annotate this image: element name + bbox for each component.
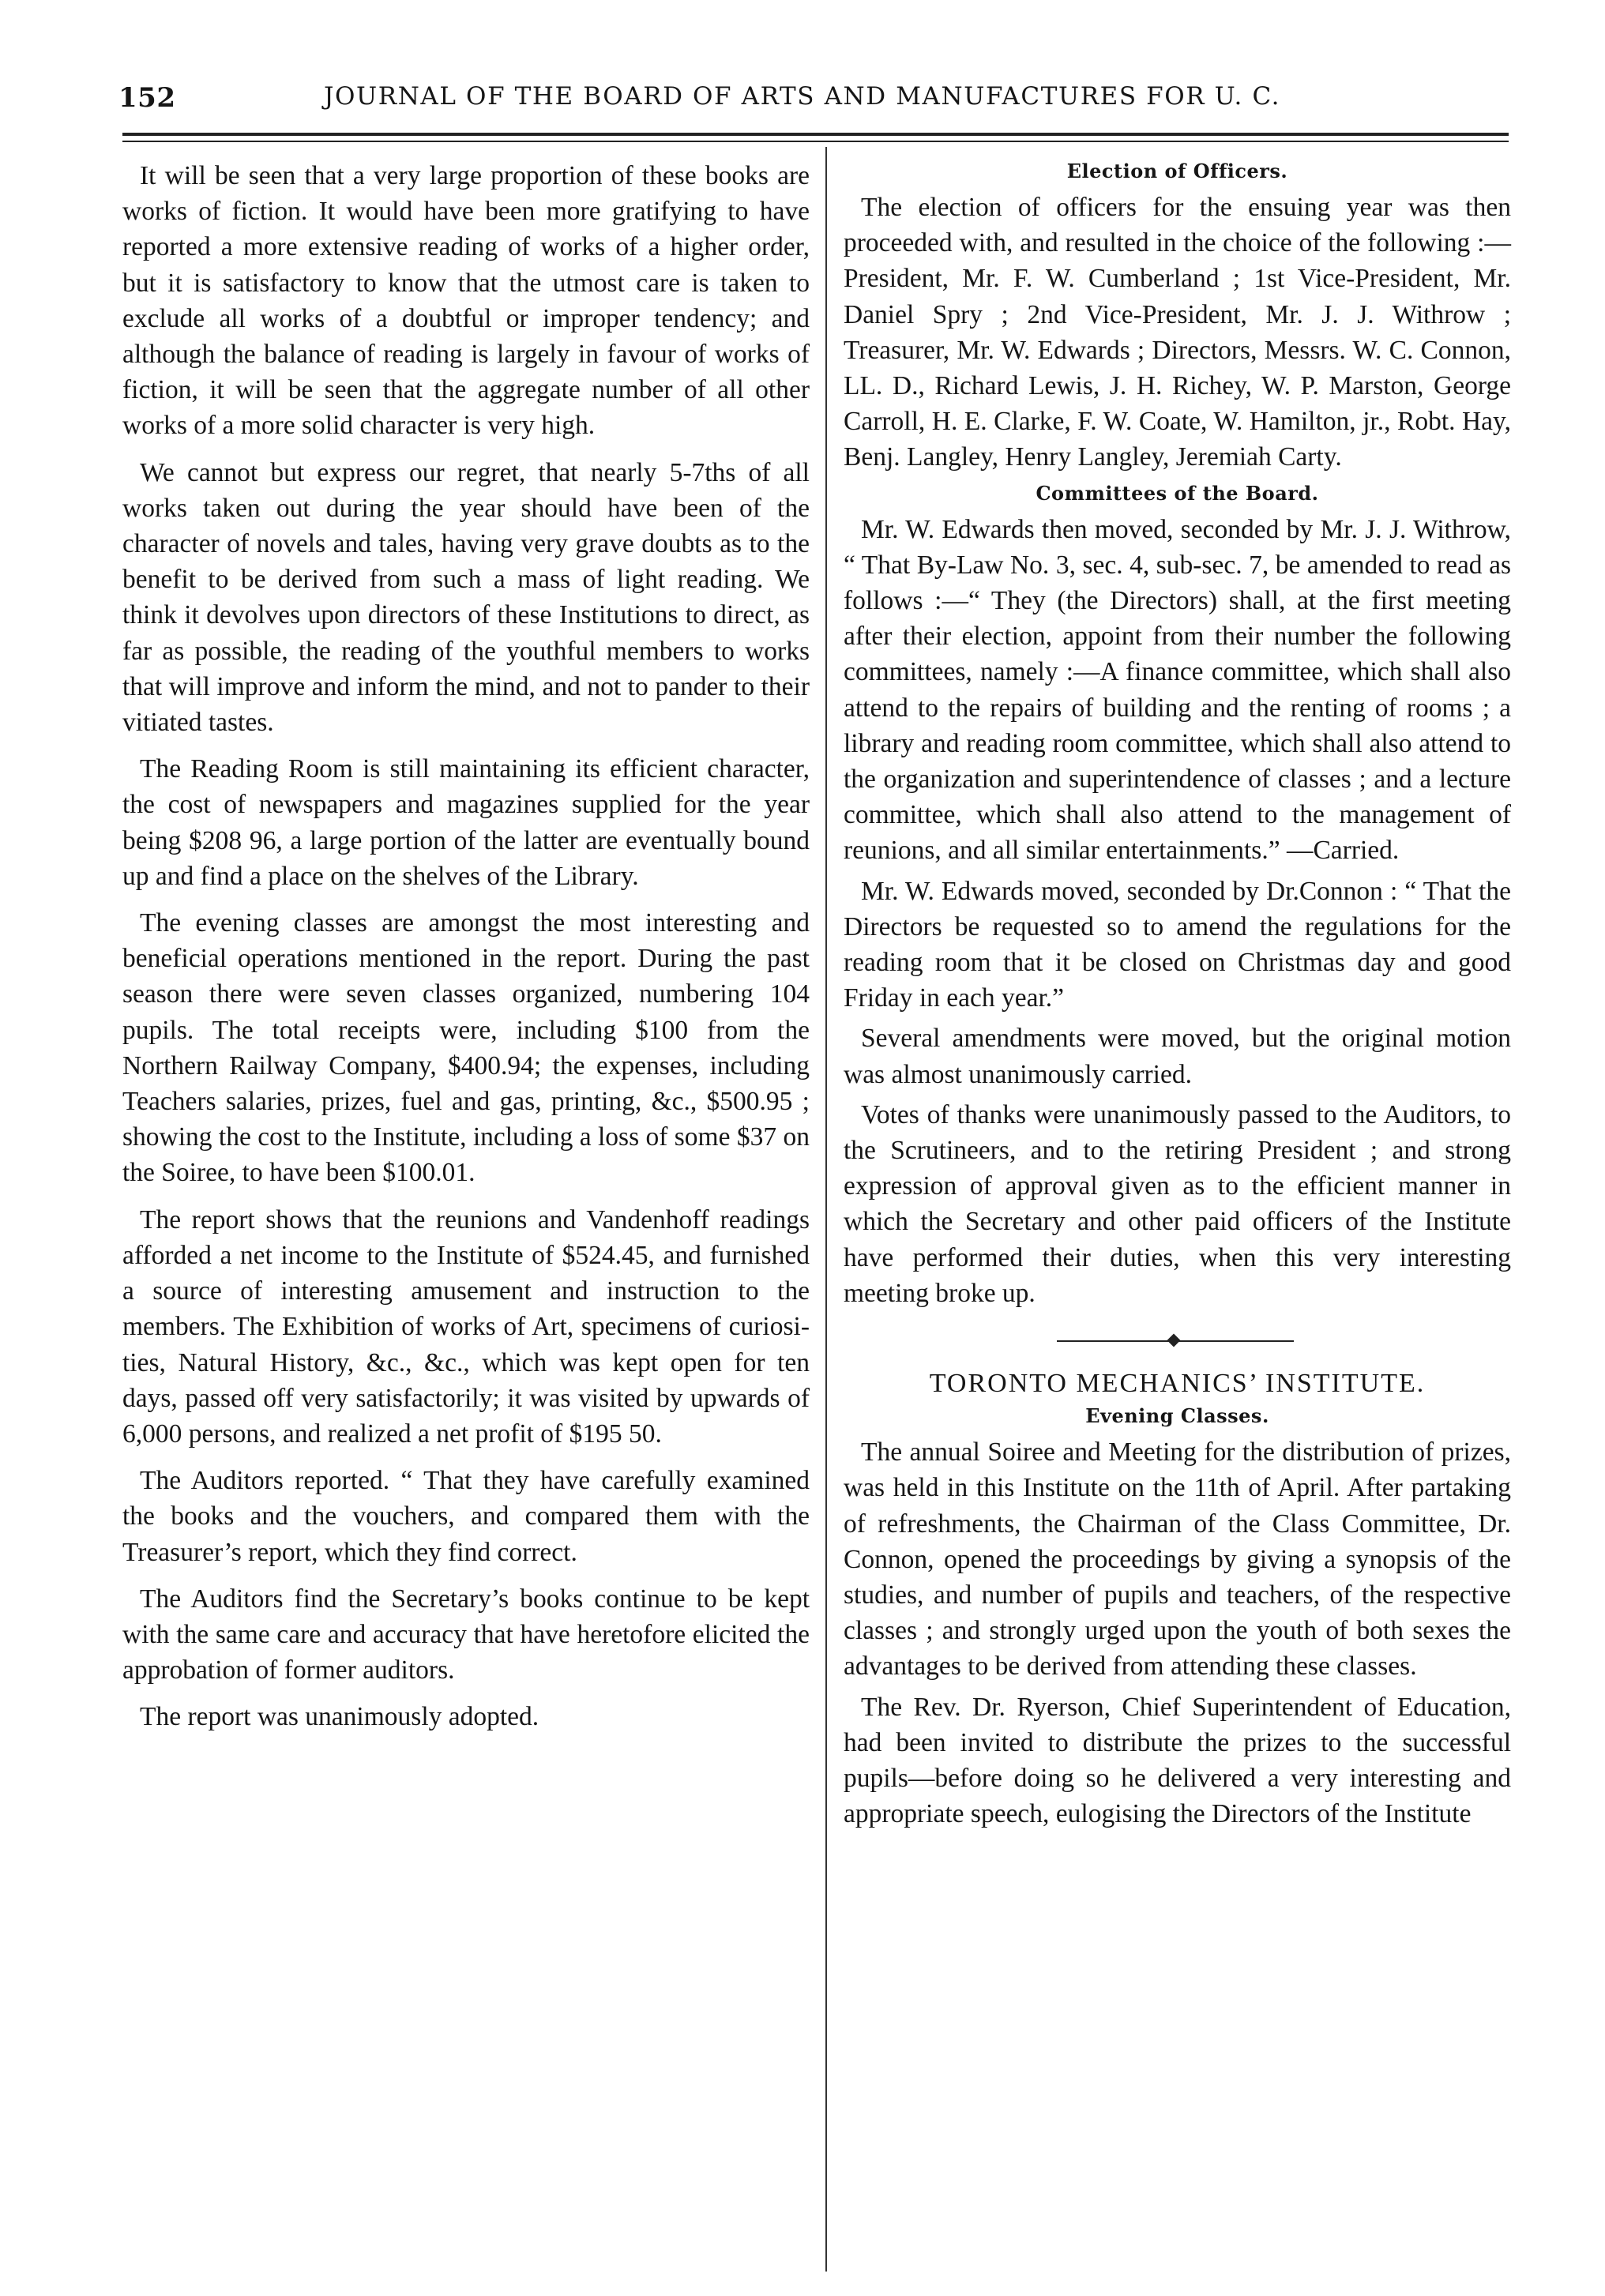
ornament-diamond-icon	[1167, 1334, 1181, 1347]
paragraph: It will be seen that a very large proportion of these books are works of fiction. It would have been more gratifying to have reported a more extensive reading of works of a higher order, but it is satisfactory to know that the utmost care is taken to exclude all works of a doubtful or improper tendency; and although the balance of reading is largely in favour of works of fiction, it will be seen that the aggregate number of all other works of a more solid character is very high.	[122, 161, 810, 441]
paragraph: The election of officers for the ensuing year was then proceeded with, and resulted in the choice of the following :—President, Mr. F. W. Cumberland ; 1st Vice-President, Mr. Daniel Spry ; 2nd Vice-President, Mr. J. J. Withrow ; Treasurer, Mr. W. Edwards ; Directors, Messrs. W. C. Connon, LL. D., Richard Lewis, J. H. Richey, W. P. Marston, George Carroll, H. E. Clarke, F. W. Coate, W. Hamilton, jr., Robt. Hay, Benj. Langley, Henry Langley, Jeremiah Carty.	[844, 193, 1511, 472]
section-subheading: Evening Classes.	[1085, 1404, 1269, 1428]
paragraph: The annual Soiree and Meeting for the distribution of prizes, was held in this Institute on the 11th of April. After partaking of refreshments, the Chairman of the Class Committee, Dr. Connon, opened the proceedings by giving a synopsis of the studies, and number of pupils and teachers, of the respective classes ; and strongly urged upon the youth of both sexes the advantages to be derived from attending these classes.	[844, 1437, 1511, 1682]
paragraph: Several amendments were moved, but the original motion was almost unanimously carried.	[844, 1024, 1511, 1089]
page-header	[118, 71, 1509, 118]
header-rule	[122, 133, 1509, 136]
section-ornament	[844, 1324, 1511, 1358]
header-rule-thin	[122, 141, 1509, 142]
paragraph: The evening classes are amongst the most interesting and beneficial operations mentioned in the report. During the past season there were seven classes organized, numbering 104 pupils. The total receipts were, including $100 from the Northern Railway Company, $400.94; the expenses, including Teachers salaries, prizes, fuel and gas, printing, &c., $500.95 ; showing the cost to the Institute, including a loss of some $37 on the Soiree, to have been $100.01.	[122, 908, 810, 1188]
paragraph: The Rev. Dr. Ryerson, Chief Superintendent of Education, had been invited to distribute the prizes to the successful pupils—before doing so he delivered a very interesting and appropriate speech, eulogising the Directors of the Institute	[844, 1692, 1511, 1829]
election-heading: Election of Officers.	[1066, 160, 1288, 182]
paragraph: The Auditors reported. “ That they have carefully examined the books and the vouchers, and compared them with the Treasurer’s report, which they find correct.	[122, 1466, 810, 1567]
page-number: 152	[118, 82, 176, 114]
paragraph: The Auditors find the Secretary’s books continue to be kept with the same care and accuracy that have heretofore elicited the approbation of former auditors.	[122, 1584, 810, 1685]
right-column	[844, 158, 1511, 1836]
column-divider	[825, 147, 827, 2272]
paragraph: The report shows that the reunions and Vandenhoff readings afforded a net income to the Institute of $524.45, and furnished a source of interesting amusement and instruction to the members. The Exhibition of works of Art, specimens of curiosities, Natural History, &c., &c., which was kept open for ten days, passed off very satisfactorily; it was visited by upwards of 6,000 persons, and realized a net profit of $195 50.	[122, 1204, 810, 1449]
paragraph: Mr. W. Edwards moved, seconded by Dr.Connon : “ That the Directors be requested so to amend the regulations for the reading room that it be closed on Christmas day and good Friday in each year.”	[844, 876, 1511, 1013]
left-column	[122, 158, 810, 1746]
paragraph: The Reading Room is still maintaining its efficient character, the cost of newspapers and magazines supplied for the year being $208 96, a large portion of the latter are eventually bound up and find a place on the shelves of the Library.	[122, 754, 810, 891]
paragraph: We cannot but express our regret, that nearly 5-7ths of all works taken out during the year should have been of the character of novels and tales, having very grave doubts as to the benefit to be derived from such a mass of light reading. We think it devolves upon directors of these Institutions to direct, as far as possible, the reading of the youthful members to works that will improve and inform the mind, and not to pander to their vitiated tastes.	[122, 457, 810, 738]
paragraph: Mr. W. Edwards then moved, seconded by Mr. J. J. Withrow, “ That By-Law No. 3, sec. 4, sub-sec. 7, be amended to read as follows :—“ They (the Directors) shall, at the first meeting after their election, appoint from their number the following committees, namely :—A finance committee, which shall also attend to the repairs of building and the renting of rooms ; a library and reading room committee, which shall also attend to the organization and superintendence of classes ; and a lecture committee, which shall also attend to the management of reunions, and all similar entertainments.” —Carried.	[844, 514, 1511, 866]
section-title: TORONTO MECHANICS’ INSTITUTE.	[929, 1369, 1426, 1399]
paragraph: The report was unanimously adopted.	[140, 1702, 539, 1732]
paragraph: Votes of thanks were unanimously passed to the Auditors, to the Scrutineers, and to the retiring President ; and strong expression of approval given as to the efficient manner in which the Secretary and other paid officers of the Institute have performed their duties, when this very interesting meeting broke up.	[844, 1099, 1511, 1308]
committees-heading: Committees of the Board.	[1036, 481, 1319, 505]
running-title: JOURNAL OF THE BOARD OF ARTS AND MANUFACTURES FOR U. C.	[324, 82, 1281, 111]
